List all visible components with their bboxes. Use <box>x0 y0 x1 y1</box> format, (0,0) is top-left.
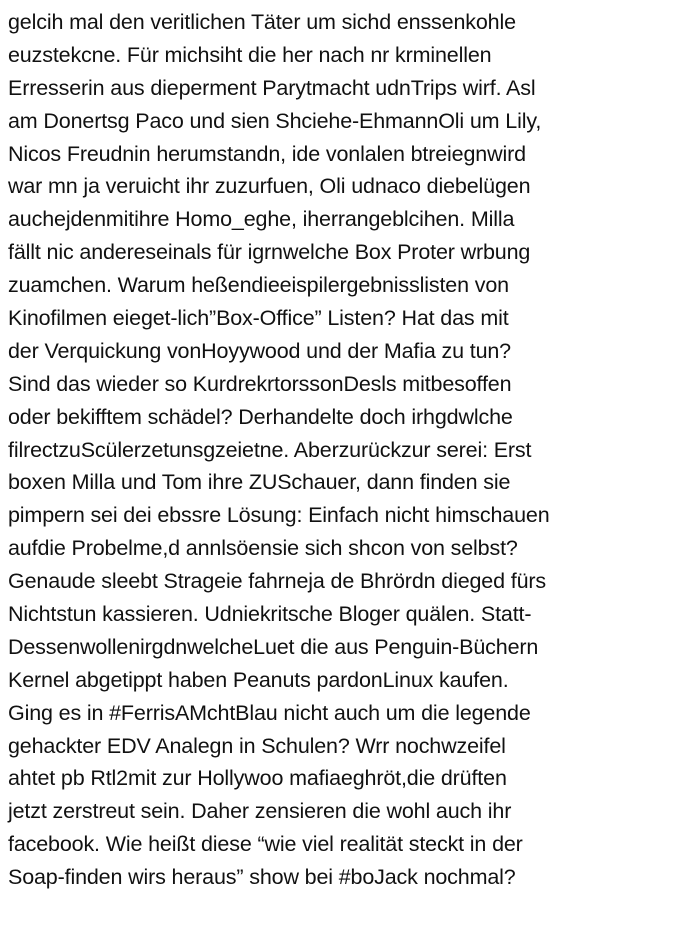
text-line: euzstekcne. Für michsiht die her nach nr krminellen <box>8 42 492 67</box>
text-line: oder bekifftem schädel? Derhandelte doch irhgdwlche <box>8 404 513 429</box>
text-line: Sind das wieder so KurdrekrtorssonDesls mitbesoffen <box>8 371 512 396</box>
text-line: Nichtstun kassieren. Udniekritsche Bloger quälen. Statt- <box>8 602 532 627</box>
text-line: filrectzuScülerzetunsgzeietne. Aberzurückzur serei: Erst <box>8 437 532 462</box>
body-text <box>8 6 680 894</box>
text-line: jetzt zerstreut sein. Daher zensieren die wohl auch ihr <box>8 799 512 824</box>
text-line: Kernel abgetippt haben Peanuts pardonLinux kaufen. <box>8 667 509 692</box>
text-line: der Verquickung vonHoyywood und der Mafia zu tun? <box>8 338 511 363</box>
text-line: aufdie Probelme,d annlsöensie sich shcon von selbst? <box>8 536 518 561</box>
text-line: DessenwollenirgdnwelcheLuet die aus Penguin-Büchern <box>8 634 539 659</box>
text-line: fällt nic andereseinals für igrnwelche Box Proter wrbung <box>8 240 531 265</box>
text-line: facebook. Wie heißt diese “wie viel realität steckt in der <box>8 832 523 857</box>
text-line: Soap-finden wirs heraus” show bei #boJack nochmal? <box>8 865 516 890</box>
text-line: war mn ja veruicht ihr zuzurfuen, Oli udnaco diebelügen <box>8 174 531 199</box>
text-line: Ging es in #FerrisAMchtBlau nicht auch um die legende <box>8 700 531 725</box>
text-line: Erresserin aus dieperment Parytmacht udnTrips wirf. Asl <box>8 75 536 100</box>
text-line: Nicos Freudnin herumstandn, ide vonlalen btreiegnwird <box>8 141 526 166</box>
text-line: zuamchen. Warum heßendieeispilergebnisslisten von <box>8 273 509 298</box>
text-line: boxen Milla und Tom ihre ZUSchauer, dann finden sie <box>8 470 511 495</box>
text-line: gehackter EDV Analegn in Schulen? Wrr nochwzeifel <box>8 733 506 758</box>
text-line: auchejdenmitihre Homo_eghe, iherrangeblcihen. Milla <box>8 207 515 232</box>
text-line: pimpern sei dei ebssre Lösung: Einfach nicht himschauen <box>8 503 550 528</box>
text-line: am Donertsg Paco und sien Shciehe-EhmannOli um Lily, <box>8 108 542 133</box>
text-line: ahtet pb Rtl2mit zur Hollywoo mafiaeghröt,die drüften <box>8 766 507 791</box>
text-line: Genaude sleebt Strageie fahrneja de Bhrördn dieged fürs <box>8 569 546 594</box>
text-line: gelcih mal den veritlichen Täter um sichd enssenkohle <box>8 10 516 34</box>
text-line: Kinofilmen eieget-lich”Box-Office” Listen? Hat das mit <box>8 306 509 331</box>
